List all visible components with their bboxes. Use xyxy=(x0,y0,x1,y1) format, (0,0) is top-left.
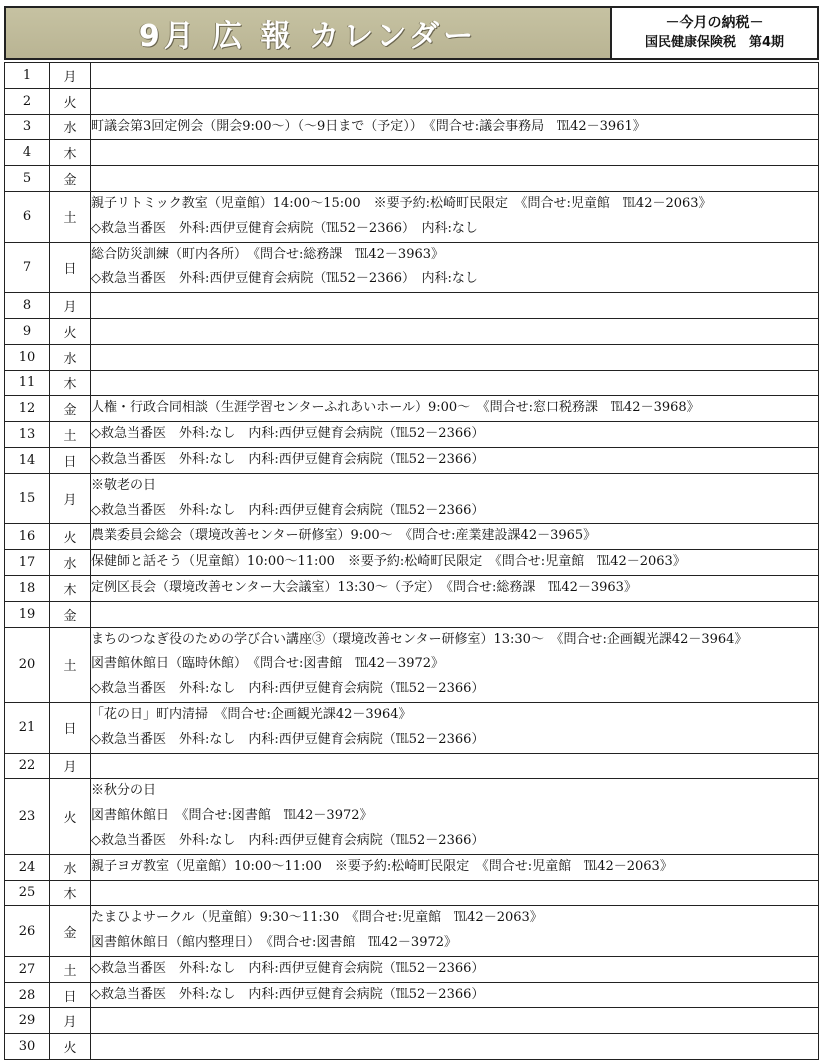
calendar-row xyxy=(5,575,819,601)
day-of-week: 火 xyxy=(50,318,91,344)
day-of-week: 日 xyxy=(50,702,91,753)
day-of-week: 火 xyxy=(50,1034,91,1060)
day-number: 26 xyxy=(5,906,50,957)
day-number: 24 xyxy=(5,854,50,880)
day-number: 10 xyxy=(5,344,50,370)
event-cell xyxy=(91,370,819,396)
event-line: ◇救急当番医 外科:なし 内科:西伊豆健育会病院（℡52－2366） xyxy=(91,832,485,848)
event-cell xyxy=(91,524,819,550)
day-of-week: 金 xyxy=(50,396,91,422)
day-number: 11 xyxy=(5,370,50,396)
day-number: 20 xyxy=(5,627,50,702)
day-of-week: 火 xyxy=(50,88,91,114)
calendar-row xyxy=(5,293,819,319)
event-line: ◇救急当番医 外科:なし 内科:西伊豆健育会病院（℡52－2366） xyxy=(91,986,485,1002)
day-of-week: 土 xyxy=(50,422,91,448)
day-of-week: 水 xyxy=(50,854,91,880)
header xyxy=(4,6,819,60)
event-line: 図書館休館日（臨時休館） 《問合せ:図書館 ℡42－3972》 xyxy=(91,656,445,672)
event-cell xyxy=(91,114,819,140)
calendar-row xyxy=(5,779,819,854)
calendar-row xyxy=(5,191,819,242)
event-line: 町議会第3回定例会（開会9:00～）（～9日まで（予定）） 《問合せ:議会事務局 ℡42－3961》 xyxy=(91,118,646,134)
event-line: ◇救急当番医 外科:なし 内科:西伊豆健育会病院（℡52－2366） xyxy=(91,426,485,442)
day-of-week: 木 xyxy=(50,880,91,906)
event-cell xyxy=(91,242,819,293)
day-number: 16 xyxy=(5,524,50,550)
day-of-week: 金 xyxy=(50,601,91,627)
calendar-row xyxy=(5,447,819,473)
event-line: 「花の日」町内清掃 《問合せ:企画観光課42－3964》 xyxy=(91,706,412,722)
calendar-table xyxy=(4,62,819,1060)
event-cell xyxy=(91,140,819,166)
day-of-week: 火 xyxy=(50,524,91,550)
calendar-row xyxy=(5,627,819,702)
event-line: 総合防災訓練（町内各所） 《問合せ:総務課 ℡42－3963》 xyxy=(91,246,445,262)
calendar-row xyxy=(5,370,819,396)
calendar-row xyxy=(5,114,819,140)
event-line: ◇救急当番医 外科:なし 内科:西伊豆健育会病院（℡52－2366） xyxy=(91,502,485,518)
day-of-week: 土 xyxy=(50,627,91,702)
calendar-row xyxy=(5,166,819,192)
event-cell xyxy=(91,447,819,473)
event-cell xyxy=(91,702,819,753)
calendar-row xyxy=(5,906,819,957)
tax-item: 国民健康保険税 第4期 xyxy=(644,35,785,50)
event-line: 図書館休館日 《問合せ:図書館 ℡42－3972》 xyxy=(91,808,373,824)
day-number: 23 xyxy=(5,779,50,854)
calendar-row xyxy=(5,344,819,370)
event-cell xyxy=(91,854,819,880)
event-cell xyxy=(91,1034,819,1060)
event-cell xyxy=(91,550,819,576)
event-line: ◇救急当番医 外科:なし 内科:西伊豆健育会病院（℡52－2366） xyxy=(91,731,485,747)
calendar-row xyxy=(5,524,819,550)
calendar-row xyxy=(5,88,819,114)
day-number: 12 xyxy=(5,396,50,422)
event-cell xyxy=(91,293,819,319)
event-cell xyxy=(91,753,819,779)
event-cell xyxy=(91,396,819,422)
event-line: ※秋分の日 xyxy=(91,783,157,799)
calendar-row xyxy=(5,753,819,779)
title-banner xyxy=(4,6,612,60)
day-number: 27 xyxy=(5,956,50,982)
day-of-week: 日 xyxy=(50,982,91,1008)
calendar-row xyxy=(5,140,819,166)
event-line: ◇救急当番医 外科:西伊豆健育会病院（℡52－2366） 内科:なし xyxy=(91,220,478,236)
day-number: 8 xyxy=(5,293,50,319)
calendar-row xyxy=(5,473,819,524)
event-cell xyxy=(91,88,819,114)
calendar-row xyxy=(5,396,819,422)
event-cell xyxy=(91,982,819,1008)
day-of-week: 木 xyxy=(50,140,91,166)
event-line: ◇救急当番医 外科:なし 内科:西伊豆健育会病院（℡52－2366） xyxy=(91,451,485,467)
day-number: 4 xyxy=(5,140,50,166)
day-number: 28 xyxy=(5,982,50,1008)
calendar-row xyxy=(5,63,819,89)
calendar-row xyxy=(5,550,819,576)
event-cell xyxy=(91,318,819,344)
event-cell xyxy=(91,575,819,601)
day-number: 22 xyxy=(5,753,50,779)
day-number: 6 xyxy=(5,191,50,242)
event-line: 保健師と話そう（児童館）10:00～11:00 ※要予約:松崎町民限定 《問合せ:児童館 ℡42－2063》 xyxy=(91,554,686,570)
calendar-row xyxy=(5,1008,819,1034)
day-of-week: 土 xyxy=(50,956,91,982)
day-number: 25 xyxy=(5,880,50,906)
event-line: ◇救急当番医 外科:西伊豆健育会病院（℡52－2366） 内科:なし xyxy=(91,271,478,287)
event-cell xyxy=(91,473,819,524)
day-of-week: 月 xyxy=(50,753,91,779)
day-number: 1 xyxy=(5,63,50,89)
event-line: 親子リトミック教室（児童館）14:00～15:00 ※要予約:松崎町民限定 《問合せ:児童館 ℡42－2063》 xyxy=(91,195,712,211)
calendar-row xyxy=(5,242,819,293)
day-of-week: 日 xyxy=(50,242,91,293)
day-number: 7 xyxy=(5,242,50,293)
day-number: 21 xyxy=(5,702,50,753)
day-number: 14 xyxy=(5,447,50,473)
day-number: 15 xyxy=(5,473,50,524)
day-of-week: 水 xyxy=(50,344,91,370)
page-title: 9月 広 報 カレンダー xyxy=(138,19,478,54)
event-line: たまひよサークル（児童館）9:30～11:30 《問合せ:児童館 ℡42－2063》 xyxy=(91,910,543,926)
event-cell xyxy=(91,1008,819,1034)
day-number: 13 xyxy=(5,422,50,448)
day-of-week: 金 xyxy=(50,906,91,957)
calendar-row xyxy=(5,422,819,448)
calendar-row xyxy=(5,1034,819,1060)
calendar-row xyxy=(5,880,819,906)
day-of-week: 水 xyxy=(50,550,91,576)
event-cell xyxy=(91,63,819,89)
day-of-week: 金 xyxy=(50,166,91,192)
event-cell xyxy=(91,344,819,370)
day-number: 5 xyxy=(5,166,50,192)
day-of-week: 水 xyxy=(50,114,91,140)
day-of-week: 火 xyxy=(50,779,91,854)
day-number: 2 xyxy=(5,88,50,114)
event-line: 定例区長会（環境改善センター大会議室）13:30～（予定） 《問合せ:総務課 ℡42－3963》 xyxy=(91,579,637,595)
tax-notice xyxy=(612,6,819,60)
day-of-week: 月 xyxy=(50,63,91,89)
day-of-week: 木 xyxy=(50,575,91,601)
event-cell xyxy=(91,601,819,627)
calendar-row xyxy=(5,982,819,1008)
day-number: 17 xyxy=(5,550,50,576)
calendar-row xyxy=(5,601,819,627)
day-number: 9 xyxy=(5,318,50,344)
day-number: 29 xyxy=(5,1008,50,1034)
event-line: ◇救急当番医 外科:なし 内科:西伊豆健育会病院（℡52－2366） xyxy=(91,681,485,697)
calendar-row xyxy=(5,318,819,344)
event-line: 図書館休館日（館内整理日） 《問合せ:図書館 ℡42－3972》 xyxy=(91,935,458,951)
calendar-row xyxy=(5,956,819,982)
event-cell xyxy=(91,627,819,702)
day-number: 19 xyxy=(5,601,50,627)
calendar-row xyxy=(5,702,819,753)
day-number: 3 xyxy=(5,114,50,140)
event-line: ◇救急当番医 外科:なし 内科:西伊豆健育会病院（℡52－2366） xyxy=(91,960,485,976)
event-cell xyxy=(91,191,819,242)
event-cell xyxy=(91,166,819,192)
event-cell xyxy=(91,906,819,957)
day-of-week: 月 xyxy=(50,293,91,319)
event-line: 親子ヨガ教室（児童館）10:00～11:00 ※要予約:松崎町民限定 《問合せ:児童館 ℡42－2063》 xyxy=(91,858,673,874)
event-line: 農業委員会総会（環境改善センター研修室）9:00～ 《問合せ:産業建設課42－3965》 xyxy=(91,528,597,544)
day-of-week: 土 xyxy=(50,191,91,242)
day-number: 30 xyxy=(5,1034,50,1060)
event-cell xyxy=(91,956,819,982)
event-line: まちのつなぎ役のための学び合い講座③（環境改善センター研修室）13:30～ 《問合せ:企画観光課42－3964》 xyxy=(91,631,748,647)
calendar-row xyxy=(5,854,819,880)
event-line: 人権・行政合同相談（生涯学習センターふれあいホール）9:00～ 《問合せ:窓口税務課 ℡42－3968》 xyxy=(91,400,700,416)
day-number: 18 xyxy=(5,575,50,601)
day-of-week: 月 xyxy=(50,1008,91,1034)
tax-heading: －今月の納税－ xyxy=(665,15,764,31)
event-line: ※敬老の日 xyxy=(91,477,157,493)
day-of-week: 木 xyxy=(50,370,91,396)
day-of-week: 月 xyxy=(50,473,91,524)
event-cell xyxy=(91,422,819,448)
event-cell xyxy=(91,779,819,854)
event-cell xyxy=(91,880,819,906)
day-of-week: 日 xyxy=(50,447,91,473)
